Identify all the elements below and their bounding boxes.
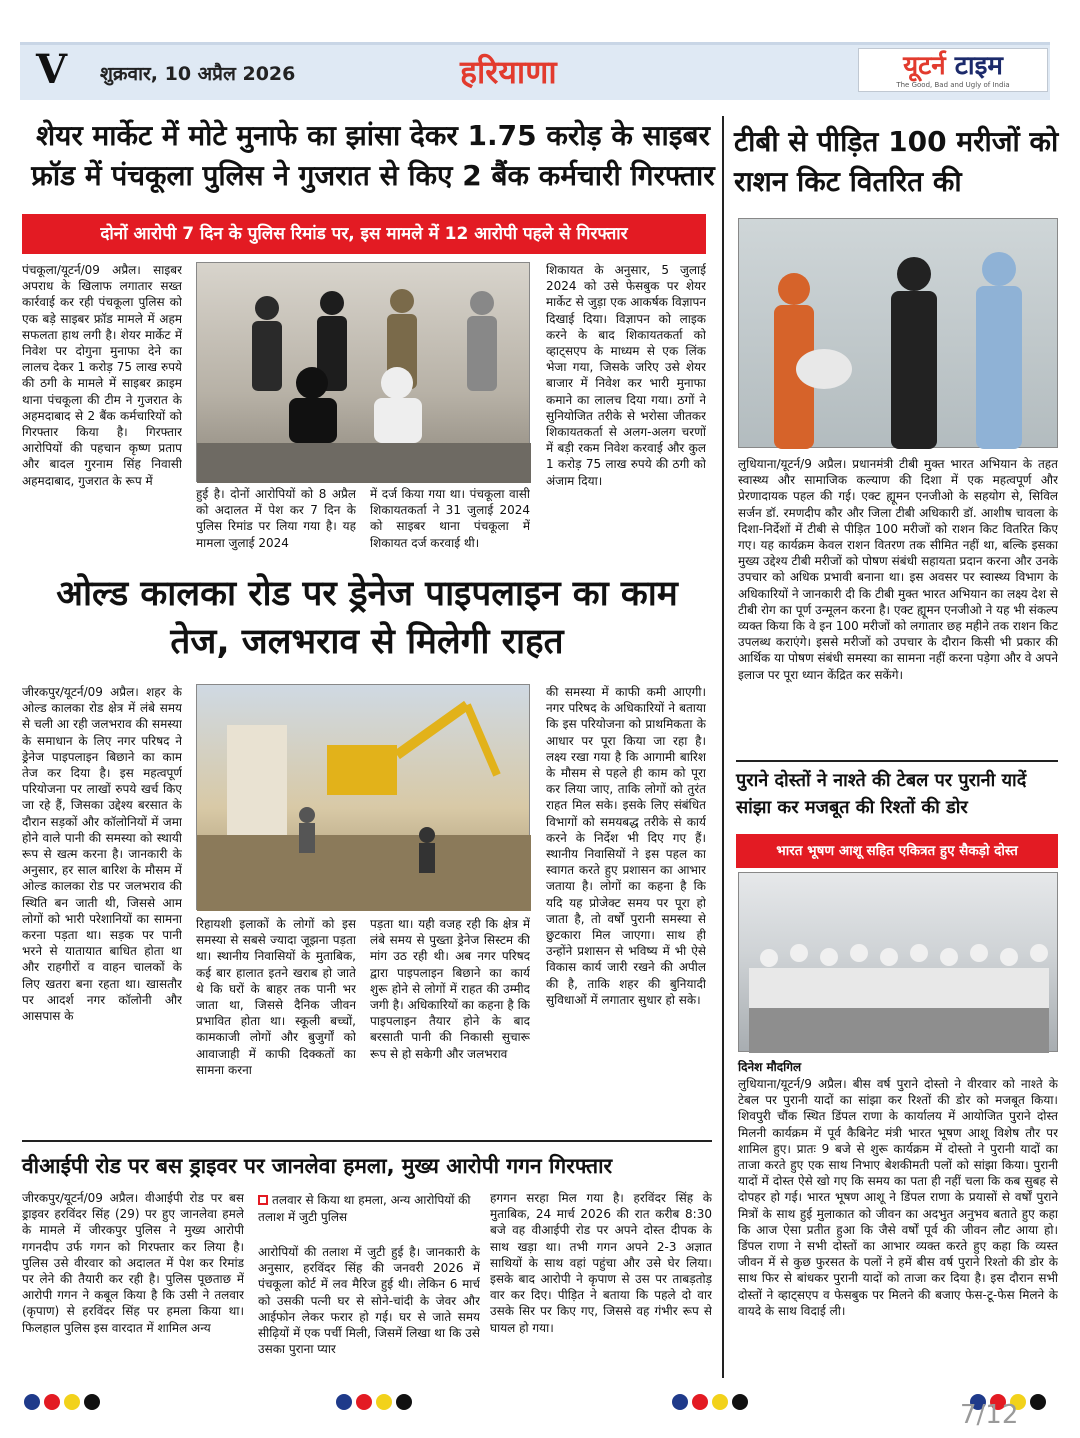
story3-headline: वीआईपी रोड पर बस ड्राइवर पर जानलेवा हमला, मुख्य आरोपी गगन गिरफ्तार <box>22 1154 613 1178</box>
story1-column-4: शिकायत के अनुसार, 5 जुलाई 2024 को उसे फेसबुक पर शेयर मार्केट से जुड़ा एक आकर्षक विज्ञापन दिखाई दिया। विज्ञापन को लाइक करने के बाद शिकायतकर्ता को व्हाट्सएप के माध्यम से एक लिंक भेजा गया, जिसके जरिए उसे शेयर बाजार में निवेश कर भारी मुनाफा कमाने का लालच दिया गया। ठगों ने सुनियोजित तरीके से भरोसा जीतकर शिकायतकर्ता से अलग-अलग चरणों में बड़ी रकम निवेश करवाई और कुल 1 करोड़ 75 लाख रुपये की ठगी को अंजाम दिया। <box>546 263 706 488</box>
story3-subhead: तलवार से किया था हमला, अन्य आरोपियों की तलाश में जुटी पुलिस <box>258 1193 471 1224</box>
story2-headline: ओल्ड कालका रोड पर ड्रेनेज पाइपलाइन का काम तेज, जलभराव से मिलेगी राहत <box>56 574 678 662</box>
logo-tagline: The Good, Bad and Ugly of India <box>896 81 1010 89</box>
story5-banner: भारत भूषण आशू सहित एकित्रत हुए सैकड़ो दोस्त <box>736 834 1058 868</box>
blue-dot-icon <box>336 1394 352 1410</box>
footer-dots-center-left <box>336 1392 412 1412</box>
black-dot-icon <box>396 1394 412 1410</box>
story3-column-1: जीरकपुर/यूटर्न/09 अप्रैल। वीआईपी रोड पर बस ड्राइवर हरविंदर सिंह (29) पर हुए जानलेवा हमले के मामले में जीरकपुर पुलिस ने मुख्य आरोपी गगनदीप उर्फ गगन को गिरफ्तार कर लिया है। पुलिस उसे वीरवार को अदालत में पेश कर रिमांड पर लेने की तैयारी कर रही है। पुलिस पूछताछ में आरोपी गगन ने कबूल किया है कि उसी ने तलवार (कृपाण) से हरविंदर सिंह पर हमला किया था। फिलहाल पुलिस इस वारदात में शामिल अन्य <box>22 1191 244 1335</box>
red-dot-icon <box>356 1394 372 1410</box>
story2-column-2: रिहायशी इलाकों के लोगों को इस समस्या से सबसे ज्यादा जूझना पड़ता था। स्थानीय निवासियों के मुताबिक, कई बार हालात इतने खराब हो जाते थे कि घरों के बाहर तक पानी भर जाता था, जिससे दैनिक जीवन प्रभावित होता था। स्कूली बच्चों, कामकाजी लोगों और बुजुर्गों को आवाजाही में काफी दिक्कतों का सामना करना <box>196 917 356 1077</box>
section-divider <box>22 1140 712 1142</box>
story1-column-2: हुई है। दोनों आरोपियों को 8 अप्रैल को अदालत में पेश कर 7 दिन के पुलिस रिमांड पर लिया गया है। यह मामला जुलाई 2024 <box>196 487 356 550</box>
yellow-dot-icon <box>712 1394 728 1410</box>
story4-headline: टीबी से पीड़ित 100 मरीजों को राशन किट वितरित की <box>734 125 1059 198</box>
black-dot-icon <box>732 1394 748 1410</box>
yellow-dot-icon <box>376 1394 392 1410</box>
section-title: हरियाणा <box>460 53 557 91</box>
footer-dots-center-right <box>672 1392 748 1412</box>
blue-dot-icon <box>672 1394 688 1410</box>
story5-body: लुधियाना/यूटर्न/9 अप्रैल। बीस वर्ष पुराने दोस्तो ने वीरवार को नाश्ते के टेबल पर पुरानी यादों का सांझा कर रिश्तों की डोर को मजबूत किया। शिवपुरी चौंक स्थित डिंपल राणा के कार्यालय में आयोजित पुराने दोस्त मिलनी कार्यक्रम में पूर्व कैबिनेट मंत्री भारत भूषण आशू विशेष तौर पर शामिल हुए। प्रातः 9 बजे से शुरू कार्यक्रम में दोस्तो ने पुरानी यादों का ताजा करते हुए एक साथ निभाए बेशकीमती पलों को सांझा किया। पुरानी यादों में दोस्त ऐसे खो गए कि समय का पता ही नहीं चला कि कब सुबह से दोपहर हो गई। भारत भूषण आशू ने डिंपल राणा के प्रयासों से वर्षों पुराने मित्रों के साथ हुई मुलाकात को जीवन का अदभुत अनुभव बताते हुए कहा कि आज ऐसा प्रतीत हुआ कि जैसे वर्षों पूर्व की जीवन लौट आया हो। डिंपल राणा ने सभी दोस्तों का आभार व्यक्त करते हुए कहा कि व्यस्त जीवन में से कुछ फुरसत के पलों ने हमें बीस वर्ष पुराने रिश्तो की डोर के साथ फिर से बांधकर पुरानी यादों को ताजा कर दिया है। इस दौरान सभी दोस्तों ने व्हाट्सएप व फेसबुक पर मिलने की बजाए फेस-टू-फेस मिलने के वायदे के साथ विदाई ली। <box>738 1077 1058 1318</box>
yellow-dot-icon <box>64 1394 80 1410</box>
red-dot-icon <box>692 1394 708 1410</box>
friends-group-photo-icon <box>739 873 1059 1053</box>
footer-dots-left <box>24 1392 100 1412</box>
column-rule <box>722 116 724 1378</box>
story4-body: लुधियाना/यूटर्न/9 अप्रैल। प्रधानमंत्री टीबी मुक्त भारत अभियान के तहत स्वास्थ्य और सामाजिक कल्याण की दिशा में एक महत्वपूर्ण और प्रेरणादायक पहल की गई। एक्ट ह्यूमन एनजीओ के सहयोग से, सिविल सर्जन डॉ. रमणदीप कौर और जिला टीबी अधिकारी डॉ. आशीष चावला के दिशा-निर्देशों में टीबी से पीड़ित 100 मरीजों को राशन किट वितरित किए गए। यह कार्यक्रम केवल राशन वितरण तक सीमित नहीं था, बल्कि इसका मुख्य उद्देश्य टीबी मरीजों को पोषण संबंधी सहायता प्रदान करना और उनके उपचार को अधिक प्रभावी बनाना था। इस अवसर पर स्वास्थ्य विभाग के अधिकारियों ने जानकारी दी कि टीबी मुक्त भारत अभियान का लक्ष्य देश से टीबी रोग का पूर्ण उन्मूलन करना है। एक्ट ह्यूमन एनजीओ ने यह भी संकल्प व्यक्त किया कि वे इन 100 मरीजों को लगातार छह महीने तक राशन किट उपलब्ध कराएंगे। इससे मरीजों को उपचार के दौरान किसी भी प्रकार की आर्थिक या पोषण संबंधी समस्या का सामना नहीं करना पड़ेगा और वे अपने इलाज पर पूरा ध्यान केंद्रित कर सकेंगे। <box>738 457 1058 682</box>
story2-column-4: की समस्या में काफी कमी आएगी। नगर परिषद के अधिकारियों ने बताया कि इस परियोजना को प्राथमिकता के आधार पर पूरा किया जा रहा है। लक्ष्य रखा गया है कि आगामी बारिश के मौसम से पहले ही काम को पूरा कर लिया जाए, ताकि लोगों को तुरंत राहत मिल सके। इसके लिए संबंधित विभागों को समयबद्ध तरीके से कार्य करने के निर्देश भी दिए गए हैं। स्थानीय निवासियों ने इस पहल का स्वागत करते हुए प्रशासन का आभार जताया है। लोगों का कहना है कि यदि यह प्रोजेक्ट समय पर पूरा हो जाता है, तो वर्षों पुरानी समस्या से छुटकारा मिल जाएगा। साथ ही उन्होंने प्रशासन से भविष्य में भी ऐसे विकास कार्य जारी रखने की अपील की है, ताकि शहर की बुनियादी सुविधाओं में लगातार सुधार हो सके। <box>546 685 706 1007</box>
edition-mark: V <box>36 46 68 93</box>
blue-dot-icon <box>24 1394 40 1410</box>
black-dot-icon <box>1030 1394 1046 1410</box>
story5-photo <box>738 872 1058 1052</box>
story3-column-3: हगगन सरहा मिल गया है। हरविंदर सिंह के मुताबिक, 24 मार्च 2026 की रात करीब 8:30 बजे वह वीआईपी रोड पर अपने दोस्त दीपक के साथ खड़ा था। तभी गगन अपने 2-3 अज्ञात साथियों के साथ वहां पहुंचा और उसे घेर लिया। इसके बाद आरोपी ने कृपाण से उस पर ताबड़तोड़ वार कर दिए। पीड़ित ने बताया कि पहले दो वार उसके सिर पर किए गए, जिससे वह गंभीर रूप से घायल हो गया। <box>490 1191 712 1335</box>
story1-photo <box>196 262 530 482</box>
story1-banner: दोनों आरोपी 7 दिन के पुलिस रिमांड पर, इस मामले में 12 आरोपी पहले से गिरफ्तार <box>22 214 706 254</box>
logo-wordmark: यूटर्न टाइम <box>903 51 1003 81</box>
story2-column-1: जीरकपुर/यूटर्न/09 अप्रैल। शहर के ओल्ड कालका रोड क्षेत्र में लंबे समय से चली आ रही जलभराव की समस्या के समाधान के लिए नगर परिषद ने ड्रेनेज पाइपलाइन बिछाने का काम तेज कर दिया है। इस महत्वपूर्ण परियोजना पर लाखों रुपये खर्च किए जा रहे हैं, जिसका उद्देश्य बरसात के दौरान सड़कों और कॉलोनियों में जमा होने वाले पानी की समस्या को स्थायी रूप से खत्म करना है। जानकारी के अनुसार, हर साल बारिश के मौसम में ओल्ड कालका रोड पर जलभराव की स्थिति बन जाती थी, जिससे आम लोगों को भारी परेशानियों का सामना करना पड़ता था। सड़क पर पानी भरने से यातायात बाधित होता था और राहगीरों व वाहन चालकों के लिए खतरा बना रहता था। खासतौर पर आदर्श नगर कॉलोनी और आसपास के <box>22 685 182 1024</box>
story1-headline: शेयर मार्केट में मोटे मुनाफे का झांसा देकर 1.75 करोड़ के साइबर फ्रॉड में पंचकूला पुलिस ने गुजरात से किए 2 बैंक कर्मचारी गिरफ्तार <box>31 119 715 192</box>
newspaper-logo <box>858 48 1048 92</box>
square-bullet-icon <box>258 1195 268 1205</box>
police-group-photo-icon <box>197 263 531 483</box>
story5-byline: दिनेश मौदगिल <box>738 1060 802 1074</box>
story2-column-3: पड़ता था। यही वजह रही कि क्षेत्र में लंबे समय से पुख्ता ड्रेनेज सिस्टम की मांग उठ रही थी। अब नगर परिषद द्वारा पाइपलाइन बिछाने का कार्य शुरू होने से लोगों में राहत की उम्मीद जगी है। अधिकारियों का कहना है कि पाइपलाइन तैयार होने के बाद बरसाती पानी की निकासी सुचारू रूप से हो सकेगी और जलभराव <box>370 917 530 1061</box>
story3-column-2: आरोपियों की तलाश में जुटी हुई है। जानकारी के अनुसार, हरविंदर सिंह की जनवरी 2026 में पंचकूला कोर्ट में लव मैरिज हुई थी। लेकिन 6 मार्च को उसकी पत्नी घर से सोने-चांदी के जेवर और आईफोन लेकर फरार हो गई। घर से जाते समय सीढ़ियों में एक पर्ची मिली, जिसमें लिखा था कि उसे उसका पुराना प्यार <box>258 1245 480 1357</box>
black-dot-icon <box>84 1394 100 1410</box>
issue-date: शुक्रवार, 10 अप्रैल 2026 <box>100 63 296 85</box>
story2-photo <box>196 684 530 910</box>
ration-kit-distribution-photo-icon <box>739 219 1059 449</box>
section-divider <box>736 760 1058 762</box>
red-dot-icon <box>44 1394 60 1410</box>
story5-headline: पुराने दोस्तों ने नाश्ते की टेबल पर पुरानी यादें सांझा कर मजबूत की रिश्तों की डोर <box>736 770 1027 818</box>
story1-column-3: में दर्ज किया गया था। पंचकूला वासी शिकायतकर्ता ने 31 जुलाई 2024 को साइबर थाना पंचकूला में शिकायत दर्ज करवाई थी। <box>370 487 530 550</box>
page-number: 7/12 <box>960 1400 1019 1430</box>
story4-photo <box>738 218 1058 448</box>
story1-column-1: पंचकूला/यूटर्न/09 अप्रैल। साइबर अपराध के खिलाफ लगातार सख्त कार्रवाई कर रही पंचकूला पुलिस को एक बड़े साइबर फ्रॉड मामले में अहम सफलता हाथ लगी है। शेयर मार्केट में निवेश पर दोगुना मुनाफा देने का लालच देकर 1 करोड़ 75 लाख रुपये की ठगी के मामले में साइबर क्राइम थाना पंचकूला की टीम ने गुजरात के अहमदाबाद से 2 बैंक कर्मचारियों को गिरफ्तार किया है। गिरफ्तार आरोपियों की पहचान कृष्ण प्रताप और बादल गुरनाम सिंह निवासी अहमदाबाद, गुजरात के रूप में <box>22 263 182 488</box>
excavator-photo-icon <box>197 685 531 911</box>
